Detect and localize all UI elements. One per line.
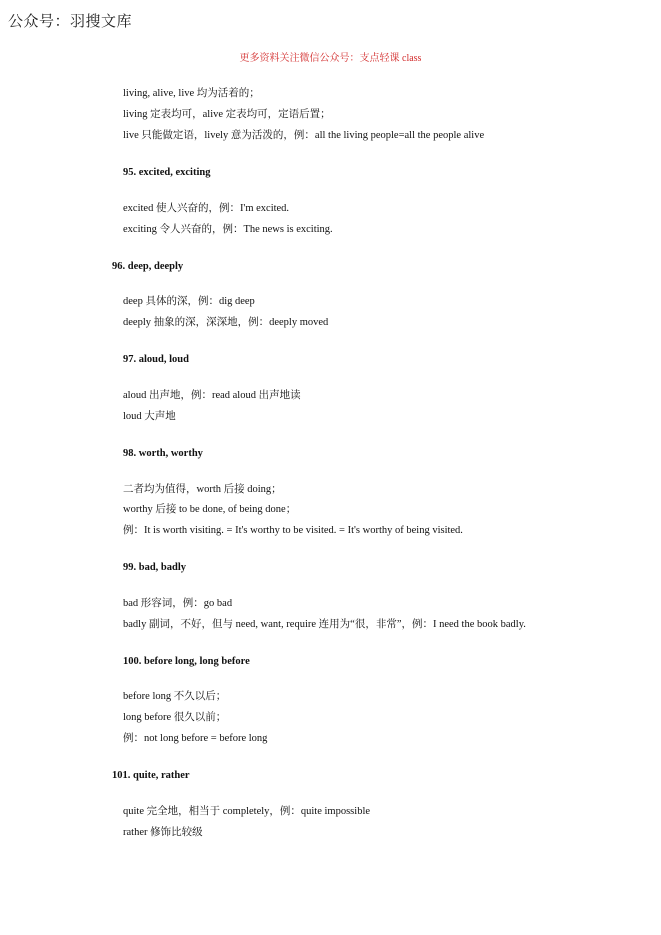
section-line: excited 使人兴奋的，例：I'm excited. — [123, 203, 290, 214]
section-heading: 95. excited, exciting — [123, 167, 211, 178]
section-heading: 97. aloud, loud — [123, 354, 189, 365]
section-line: 例：not long before = before long — [123, 733, 268, 744]
section-line: deep 具体的深，例：dig deep — [123, 296, 255, 307]
watermark-text: 公众号：羽搜文库 — [8, 12, 133, 30]
promo-banner: 更多资料关注微信公众号：支点轻课 class — [239, 53, 422, 64]
section-line: 二者均为值得，worth 后接 doing； — [123, 484, 282, 495]
section-line: rather 修饰比较级 — [123, 827, 203, 838]
section-line: badly 副词，不好，但与 need, want, require 连用为“很，非常”，例：I need the book badly. — [123, 619, 526, 630]
section-line: before long 不久以后； — [123, 691, 227, 702]
section-line: bad 形容词，例：go bad — [123, 598, 233, 609]
section-line: aloud 出声地，例：read aloud 出声地读 — [123, 390, 301, 401]
section-heading: 101. quite, rather — [112, 770, 190, 781]
section-heading: 99. bad, badly — [123, 562, 187, 573]
section-line: loud 大声地 — [123, 411, 176, 422]
section-line: long before 很久以前； — [123, 712, 227, 723]
intro-line: live 只能做定语，lively 意为活泼的，例：all the living people=all the people alive — [123, 130, 485, 141]
section-line: 例：It is worth visiting. = It's worthy to be visited. = It's worthy of being visited. — [123, 525, 463, 536]
section-heading: 98. worth, worthy — [123, 448, 203, 459]
section-line: quite 完全地，相当于 completely，例：quite impossible — [123, 806, 371, 817]
intro-line: living 定表均可，alive 定表均可，定语后置； — [123, 109, 331, 120]
section-heading: 96. deep, deeply — [112, 261, 184, 272]
section-heading: 100. before long, long before — [123, 656, 250, 667]
section-line: worthy 后接 to be done, of being done； — [123, 504, 297, 515]
section-line: deeply 抽象的深，深深地，例：deeply moved — [123, 317, 329, 328]
intro-line: living, alive, live 均为活着的； — [123, 88, 260, 99]
section-line: exciting 令人兴奋的，例：The news is exciting. — [123, 224, 333, 235]
